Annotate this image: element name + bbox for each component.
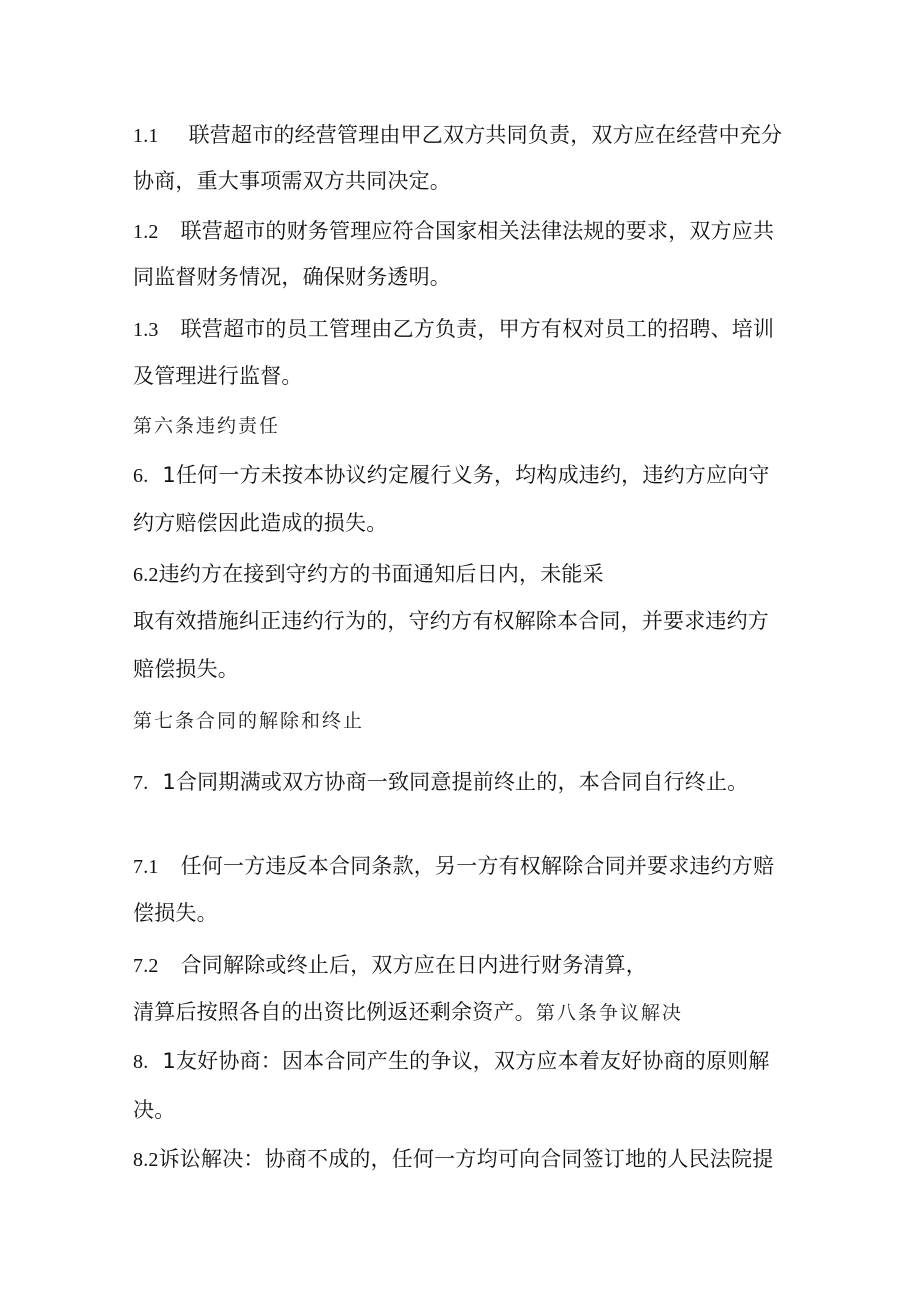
clause-text: 任何一方违反本合同条款，另一方有权解除合同并要求违约方赔 — [180, 854, 775, 878]
line-8-2 — [133, 1144, 773, 1174]
clause-text: 诉讼解决：协商不成的，任何一方均可向合同签订地的人民法院提 — [158, 1147, 774, 1171]
line-8-1-cont — [133, 1095, 175, 1125]
clause-number: 6. — [133, 465, 149, 487]
clause-text: 取有效措施纠正违约行为的，守约方有权解除本合同，并要求违约方 — [133, 609, 769, 633]
line-1-1-cont — [133, 166, 451, 196]
line-7-1-cont — [133, 898, 218, 928]
clause-text: 联营超市的经营管理由甲乙双方共同负责，双方应在经营中充分 — [188, 123, 783, 147]
clause-text: 1合同期满或双方协商一致同意提前终止的，本合同自行终止。 — [162, 770, 749, 794]
line-1-2-cont — [133, 262, 451, 292]
section-heading-8: 第八条争议解决 — [535, 1002, 683, 1024]
clause-text: 同监督财务情况，确保财务透明。 — [133, 265, 451, 289]
clause-text: 决。 — [133, 1098, 176, 1122]
clause-text: 偿损失。 — [133, 901, 218, 925]
clause-number: 6.2 — [133, 564, 159, 586]
clause-text: 联营超市的员工管理由乙方负责，甲方有权对员工的招聘、培训 — [180, 317, 775, 341]
clause-text: 及管理进行监督。 — [133, 364, 303, 388]
clause-number: 8. — [133, 1051, 149, 1073]
line-6-1 — [133, 460, 770, 490]
clause-text: 清算后按照各自的出资比例返还剩余资产。 — [133, 1000, 536, 1024]
line-1-3 — [133, 314, 774, 344]
clause-number: 1.1 — [133, 125, 159, 147]
clause-text: 联营超市的财务管理应符合国家相关法律法规的要求，双方应共 — [180, 219, 775, 243]
line-8-1 — [133, 1046, 770, 1076]
section-heading-6: 第六条违约责任 — [133, 415, 281, 437]
clause-number: 1.3 — [133, 319, 159, 341]
line-7-1 — [133, 851, 774, 881]
line-1-3-cont — [133, 361, 303, 391]
line-1-1 — [133, 120, 782, 150]
clause-number: 8.2 — [133, 1149, 159, 1171]
line-1-2 — [133, 216, 774, 246]
clause-number: 7. — [133, 772, 149, 794]
line-6-2 — [133, 559, 604, 589]
clause-text: 赔偿损失。 — [133, 657, 239, 681]
clause-text: 约方赔偿因此造成的损失。 — [133, 511, 388, 535]
line-6-2-cont — [133, 606, 769, 636]
line-7-2-cont — [133, 997, 683, 1027]
clause-text: 合同解除或终止后，双方应在日内进行财务清算， — [180, 953, 648, 977]
line-7-0 — [133, 767, 748, 797]
clause-text: 违约方在接到守约方的书面通知后日内，未能采 — [158, 562, 604, 586]
clause-number: 7.2 — [133, 955, 159, 977]
line-6-2-cont2 — [133, 654, 239, 684]
clause-text: 协商，重大事项需双方共同决定。 — [133, 169, 451, 193]
line-7-2 — [133, 950, 647, 980]
clause-text: 1友好协商：因本合同产生的争议，双方应本着友好协商的原则解 — [162, 1049, 770, 1073]
line-6-1-cont — [133, 508, 387, 538]
clause-number: 7.1 — [133, 856, 159, 878]
clause-text: 1任何一方未按本协议约定履行义务，均构成违约，违约方应向守 — [162, 463, 770, 487]
clause-number: 1.2 — [133, 221, 159, 243]
section-heading-7: 第七条合同的解除和终止 — [133, 710, 365, 732]
